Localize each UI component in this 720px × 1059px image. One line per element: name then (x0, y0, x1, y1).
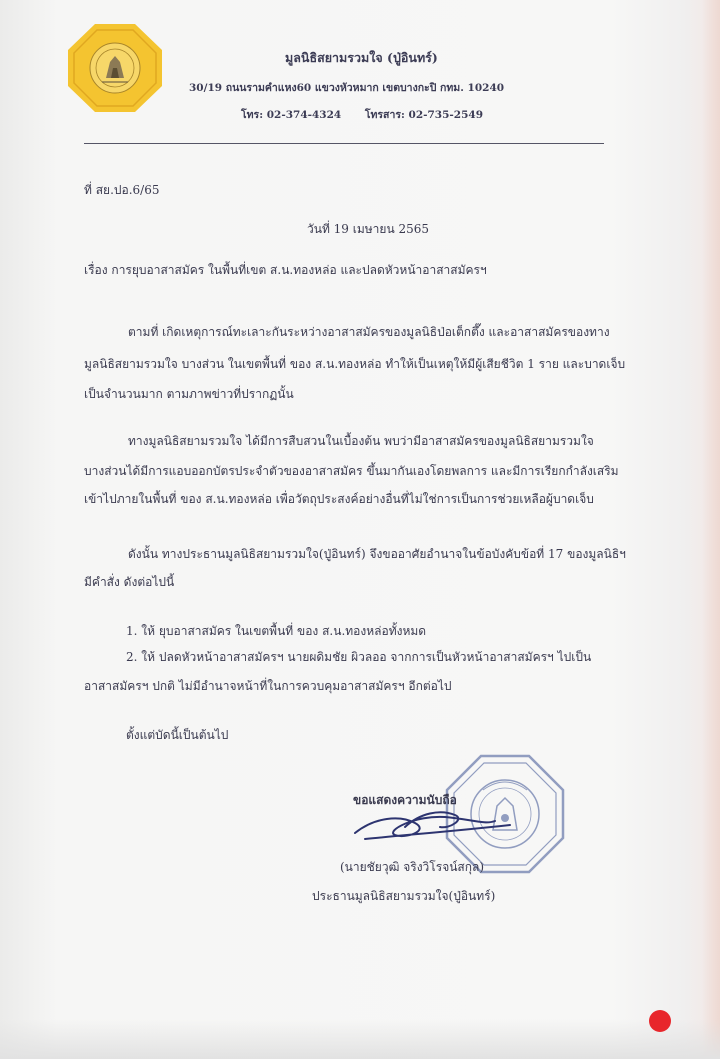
page-edge-shadow (702, 0, 720, 1059)
paragraph-2-line-1: ทางมูลนิธิสยามรวมใจ ได้มีการสืบสวนในเบื้องต้น พบว่ามีอาสาสมัครของมูลนิธิสยามรวมใจ (128, 434, 594, 448)
signatory-name: (นายชัยวุฒิ จริงวิโรจน์สกุล) (340, 860, 485, 874)
org-address: 30/19 ถนนรามคำแหง60 แขวงหัวหมาก เขตบางกะปิ กทม. 10240 (189, 82, 505, 94)
contact-line (241, 106, 483, 123)
paragraph-2-line-2: บางส่วนได้มีการแอบออกบัตรประจำตัวของอาสาสมัคร ขึ้นมากันเองโดยพลการ และมีการเรียกกำลังเสริม (84, 464, 619, 478)
document-date: วันที่ 19 เมษายน 2565 (307, 222, 429, 236)
paragraph-3-line-2: มีคำสั่ง ดังต่อไปนี้ (84, 575, 175, 589)
order-item-2-line-2: อาสาสมัครฯ ปกติ ไม่มีอำนาจหน้าที่ในการควบคุมอาสาสมัครฯ อีกต่อไป (84, 679, 452, 693)
page-bottom-shadow (0, 1019, 720, 1059)
effective-statement: ตั้งแต่บัดนี้เป็นต้นไป (126, 728, 229, 742)
header-divider (84, 143, 604, 144)
foundation-logo (66, 22, 164, 114)
paragraph-1-line-1: ตามที่ เกิดเหตุการณ์ทะเลาะกันระหว่างอาสาสมัครของมูลนิธิป่อเต็กตึ๊ง และอาสาสมัครของทาง (128, 325, 610, 339)
closing-salutation: ขอแสดงความนับถือ (353, 793, 457, 807)
paragraph-1-line-2: มูลนิธิสยามรวมใจ บางส่วน ในเขตพื้นที่ ของ ส.น.ทองหล่อ ทำให้เป็นเหตุให้มีผู้เสียชีวิต 1 ราย และบาดเจ็บ (84, 357, 626, 371)
phone-number: โทร: 02-374-4324 (241, 109, 342, 121)
document-number: ที่ สย.ปอ.6/65 (84, 183, 160, 197)
paragraph-2-line-3: เข้าไปภายในพื้นที่ ของ ส.น.ทองหล่อ เพื่อวัตถุประสงค์อย่างอื่นที่ไม่ใช่การเป็นการช่วยเหลือผู้บาดเจ็บ (84, 492, 594, 506)
paragraph-1-line-3: เป็นจำนวนมาก ตามภาพข่าวที่ปรากฏนั้น (84, 387, 294, 401)
org-name: มูลนิธิสยามรวมใจ (ปู่อินทร์) (285, 50, 438, 65)
order-item-1: 1. ให้ ยุบอาสาสมัคร ในเขตพื้นที่ ของ ส.น.ทองหล่อทั้งหมด (126, 624, 427, 638)
fax-number: โทรสาร: 02-735-2549 (364, 109, 484, 121)
document-subject: เรื่อง การยุบอาสาสมัคร ในพื้นที่เขต ส.น.ทองหล่อ และปลดหัวหน้าอาสาสมัครฯ (84, 263, 487, 277)
signatory-title: ประธานมูลนิธิสยามรวมใจ(ปู่อินทร์) (312, 889, 496, 903)
handwritten-signature (345, 795, 525, 855)
order-item-2-line-1: 2. ให้ ปลดหัวหน้าอาสาสมัครฯ นายผดิมชัย ผิวลออ จากการเป็นหัวหน้าอาสาสมัครฯ ไปเป็น (126, 650, 592, 664)
paragraph-3-line-1: ดังนั้น ทางประธานมูลนิธิสยามรวมใจ(ปู่อินทร์) จึงขออาศัยอำนาจในข้อบังคับข้อที่ 17 ของมูลนิธิฯ (128, 547, 626, 561)
recording-indicator-dot (649, 1010, 671, 1032)
